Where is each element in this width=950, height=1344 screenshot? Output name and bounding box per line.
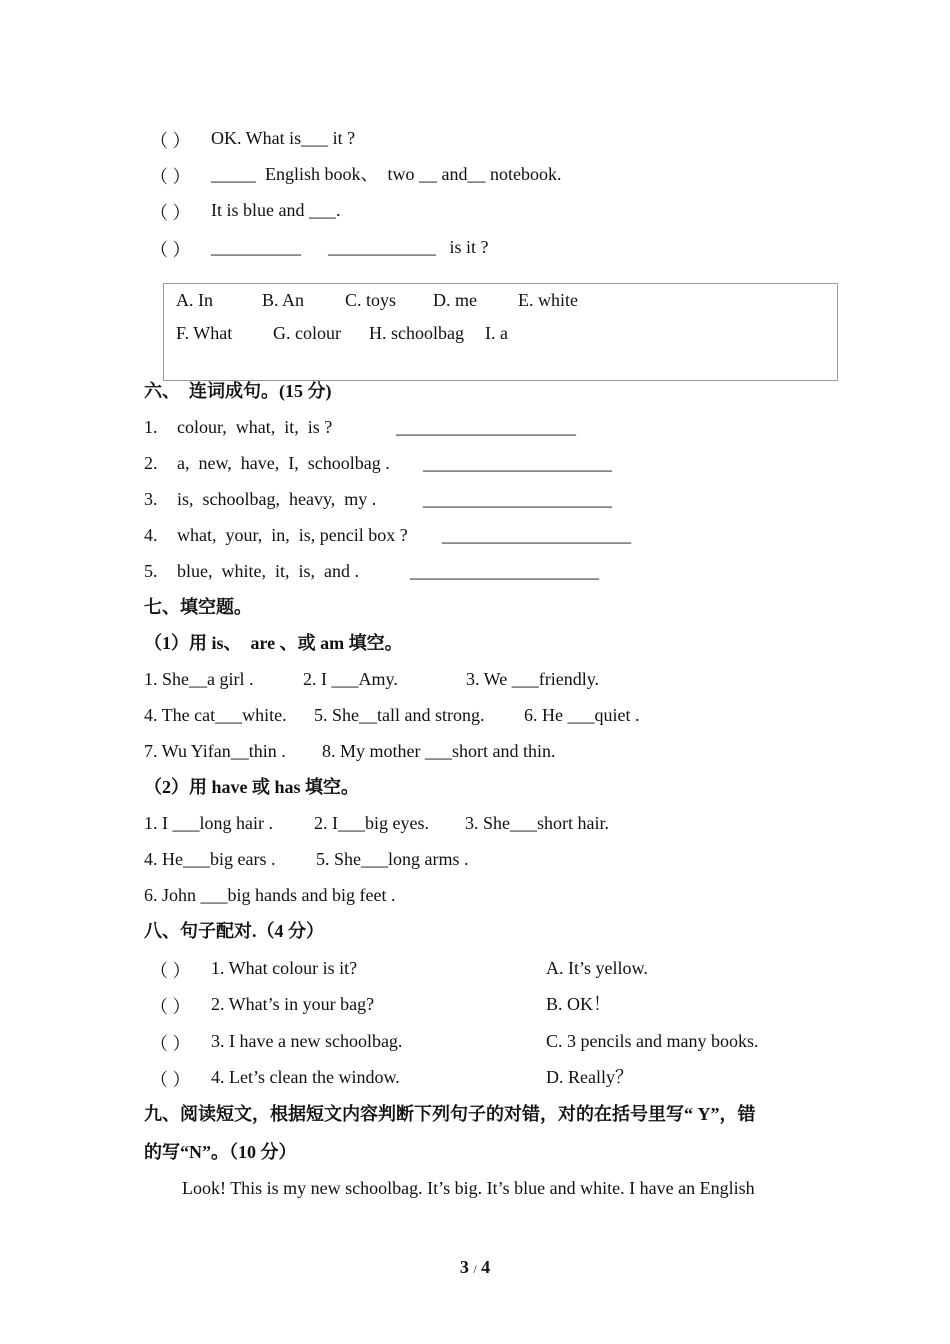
fill-item: 3. She___short hair.: [465, 813, 609, 833]
fill-item: 7. Wu Yifan__thin .: [144, 741, 286, 761]
question-text: 1. What colour is it?: [211, 958, 358, 978]
section-7-part-2-title: （2）用 have 或 has 填空。: [144, 777, 360, 797]
item-number: 4.: [144, 525, 158, 545]
answer-blank[interactable]: _____________________: [423, 453, 612, 473]
answer-option: D. Really？: [546, 1067, 633, 1087]
fill-item: 1. She__a girl .: [144, 669, 254, 689]
item-number: 2.: [144, 453, 158, 473]
page-number: [0, 1257, 950, 1278]
dialogue-text: OK. What is___ it ?: [211, 128, 356, 148]
scrambled-words: blue, white, it, is, and .: [177, 561, 359, 581]
fill-item: 5. She___long arms .: [316, 849, 469, 869]
word-option: H. schoolbag: [369, 323, 464, 343]
section-8-title: 八、句子配对.（4 分）: [144, 921, 324, 941]
current-page: 3: [459, 1257, 469, 1277]
answer-blank[interactable]: _____________________: [423, 489, 612, 509]
question-text: 2. What’s in your bag?: [211, 994, 375, 1014]
item-number: 1.: [144, 417, 158, 437]
answer-blank[interactable]: _____________________: [442, 525, 631, 545]
fill-item: 6. He ___quiet .: [524, 705, 640, 725]
item-number: 5.: [144, 561, 158, 581]
answer-option: A. It’s yellow.: [546, 958, 648, 978]
fill-item: 5. She__tall and strong.: [314, 705, 485, 725]
section-9-title-line-2: 的写“N”。（10 分）: [144, 1142, 297, 1162]
scrambled-words: what, your, in, is, pencil box ?: [177, 525, 408, 545]
fill-item: 4. The cat___white.: [144, 705, 287, 725]
answer-blank[interactable]: ____________________: [396, 417, 576, 437]
word-option: E. white: [518, 290, 578, 310]
answer-bracket[interactable]: （ ）: [150, 131, 191, 151]
answer-bracket[interactable]: （ ）: [150, 240, 191, 260]
question-text: 4. Let’s clean the window.: [211, 1067, 400, 1087]
dialogue-text: _____ English book、 two __ and__ notebook.: [211, 164, 562, 184]
word-option: D. me: [433, 290, 477, 310]
section-7-part-1-title: （1）用 is、 are 、或 am 填空。: [144, 633, 403, 653]
fill-item: 1. I ___long hair .: [144, 813, 273, 833]
total-pages: 4: [481, 1257, 491, 1277]
item-number: 3.: [144, 489, 158, 509]
fill-item: 2. I___big eyes.: [314, 813, 429, 833]
answer-bracket[interactable]: （ ）: [150, 1070, 191, 1090]
fill-item: 4. He___big ears .: [144, 849, 276, 869]
word-option: F. What: [176, 323, 233, 343]
word-option: C. toys: [345, 290, 397, 310]
dialogue-text: __________ ____________ is it ?: [211, 237, 489, 257]
answer-bracket[interactable]: （ ）: [150, 203, 191, 223]
answer-blank[interactable]: _____________________: [410, 561, 599, 581]
answer-bracket[interactable]: （ ）: [150, 1034, 191, 1054]
scrambled-words: colour, what, it, is ?: [177, 417, 333, 437]
word-option: G. colour: [273, 323, 341, 343]
fill-item: 8. My mother ___short and thin.: [322, 741, 556, 761]
reading-passage: Look! This is my new schoolbag. It’s big. It’s blue and white. I have an English: [182, 1178, 755, 1198]
word-option: B. An: [262, 290, 305, 310]
word-option: A. In: [176, 290, 213, 310]
answer-bracket[interactable]: （ ）: [150, 997, 191, 1017]
section-9-title-line-1: 九、阅读短文，根据短文内容判断下列句子的对错，对的在括号里写“ Y”，错: [144, 1104, 756, 1124]
fill-item: 2. I ___Amy.: [303, 669, 398, 689]
scrambled-words: is, schoolbag, heavy, my .: [177, 489, 377, 509]
answer-bracket[interactable]: （ ）: [150, 167, 191, 187]
question-text: 3. I have a new schoolbag.: [211, 1031, 403, 1051]
fill-item: 6. John ___big hands and big feet .: [144, 885, 396, 905]
answer-option: C. 3 pencils and many books.: [546, 1031, 759, 1051]
scrambled-words: a, new, have, I, schoolbag .: [177, 453, 390, 473]
fill-item: 3. We ___friendly.: [466, 669, 600, 689]
page-separator: /: [473, 1262, 477, 1276]
answer-option: B. OK！: [546, 994, 612, 1014]
section-7-title: 七、填空题。: [144, 597, 252, 617]
answer-bracket[interactable]: （ ）: [150, 961, 191, 981]
dialogue-text: It is blue and ___.: [211, 200, 341, 220]
word-option: I. a: [485, 323, 508, 343]
section-6-title: 六、 连词成句。(15 分): [144, 381, 332, 401]
